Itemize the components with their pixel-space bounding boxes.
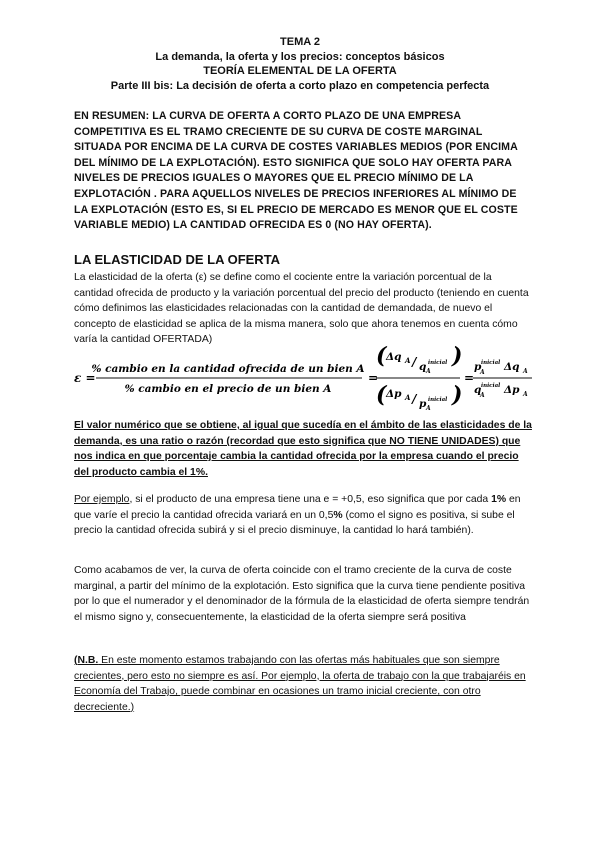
formula-paren-open-bot: (	[376, 382, 387, 408]
formula-denominator: % cambio en el precio de un bien A	[124, 383, 332, 395]
tema-title: TEMA 2	[280, 36, 320, 48]
note-open: (	[74, 655, 78, 666]
ratio-paragraph: El valor numérico que se obtiene, al igual que sucedía en el ámbito de las elasticidades de la demanda, es una ratio o razón (recordad que esto significa que NO TIENE UNIDADES) que nos indica en que porcentaje cambia la cantidad ofrecida por la empresa cuando el precio del producto cambia el 1%.	[74, 420, 532, 478]
formula-final-q-sup: inicial	[481, 383, 501, 389]
formula-final-q-sub: A	[480, 392, 485, 399]
formula-final-dp: Δp	[504, 384, 520, 396]
formula-q-sup: inicial	[428, 360, 448, 366]
formula-final-p-sub: A	[480, 369, 485, 376]
formula-p-sub: A	[426, 405, 431, 411]
formula-final-q: q	[474, 384, 482, 396]
example-part1: , si el producto de una empresa tiene una e = +0,5, eso significa que por cada	[129, 494, 492, 505]
formula-paren-close-top: )	[452, 345, 463, 369]
formula-p: p	[419, 398, 427, 410]
formula-p-sup: inicial	[428, 397, 448, 403]
formula-slash-bot: /	[412, 392, 417, 406]
document-header	[60, 35, 540, 93]
section-title: LA ELASTICIDAD DE LA OFERTA	[74, 252, 281, 267]
formula-q-sub: A	[426, 368, 431, 375]
conclusion-paragraph: Como acabamos de ver, la curva de oferta coincide con el tramo creciente de la curva de coste marginal, a partir del mínimo de la explotación. Esto significa que la curva tiene pendiente positiva por lo que el numerador y el denominador de la fórmula de la elasticidad de oferta siempre tendrán el mismo signo y, consecuentemente, la elasticidad de la oferta siempre será positiva	[74, 565, 530, 623]
formula-epsilon: ε =	[74, 371, 96, 385]
formula-q: q	[419, 361, 427, 373]
formula-numerator: % cambio en la cantidad ofrecida de un bien A	[91, 363, 365, 375]
example-part2: en que varíe el precio la cantidad ofrecida variará en un 0,5	[74, 494, 521, 521]
formula-final-p: p	[474, 361, 482, 373]
example-part3: (como el signo es positiva, si sube el precio la cantidad ofrecida subirá y si el precio disminuye, la cantidad lo hará también).	[74, 509, 515, 537]
formula-final-dq: Δq	[504, 361, 520, 373]
example-lead: Por ejemplo	[74, 494, 130, 505]
summary-paragraph: EN RESUMEN: LA CURVA DE OFERTA A CORTO PLAZO DE UNA EMPRESA COMPETITIVA ES EL TRAMO CRECIENTE DE SU CURVA DE COSTE MARGINAL SITUADA POR ENCIMA DE LA CURVA DE COSTES VARIABLES MEDIOS (POR ENCIMA DEL MÍNIMO DE LA EXPLOTACIÓN). ESTO SIGNIFICA QUE SOLO HAY OFERTA PARA NIVELES DE PRECIOS IGUALES O MAYORES QUE EL PRECIO MÍNIMO DE LA EXPLOTACIÓN . PARA AQUELLOS NIVELES DE PRECIOS INFERIORES AL MÍNIMO DE LA EXPLOTACIÓN (ESTO ES, SI EL PRECIO DE MERCADO ES MENOR QUE EL COSTE VARIABLE MEDIO) LA CANTIDAD OFRECIDA ES 0 (NO HAY OFERTA).	[74, 110, 518, 232]
tema-subtitle: La demanda, la oferta y los precios: conceptos básicos	[155, 50, 445, 63]
formula-dp: Δp	[386, 388, 402, 400]
formula-equals-1: =	[368, 371, 379, 385]
example-paragraph	[74, 492, 532, 539]
formula-final-p-sup: inicial	[481, 360, 501, 366]
note-text: En este momento estamos trabajando con las ofertas más habituales que son siempre crecientes, pero esto no siempre es así. Por ejemplo, la oferta de trabajo con la que trabajaréis en Economía del Trabajo, puede combinar en ocasiones un tramo inicial creciente, con otro decreciente.)	[74, 655, 526, 713]
note-paragraph	[74, 653, 532, 715]
note-nb: N.B.	[77, 655, 99, 666]
formula-paren-close-bot: )	[452, 382, 463, 408]
part-title: Parte III bis: La decisión de oferta a corto plazo en competencia perfecta	[110, 79, 490, 92]
formula-dq: Δq	[386, 351, 402, 363]
formula-final-dp-sub: A	[523, 391, 528, 398]
elasticity-formula	[74, 345, 534, 411]
theory-title: TEORÍA ELEMENTAL DE LA OFERTA	[203, 65, 397, 77]
example-bold1: 1%	[491, 494, 507, 505]
example-bold2: %	[333, 509, 343, 521]
intro-paragraph: La elasticidad de la oferta (ε) se define como el cociente entre la variación porcentual de la cantidad ofrecida de producto y la variación porcentual del precio del producto (teniendo en cuenta cómo definimos las elasticidades relacionadas con la cantidad de demandada, de nuevo el concepto de elasticidad se aplica de la misma manera, solo que ahora tenemos en cuenta cómo varía la cantidad OFERTADA)	[74, 272, 529, 346]
formula-paren-open-top: (	[376, 345, 387, 369]
formula-final-dq-sub: A	[523, 368, 528, 375]
formula-equals-2: =	[464, 371, 475, 385]
formula-dq-sub: A	[405, 356, 411, 365]
formula-slash-top: /	[412, 355, 417, 369]
formula-dp-sub: A	[405, 393, 411, 402]
